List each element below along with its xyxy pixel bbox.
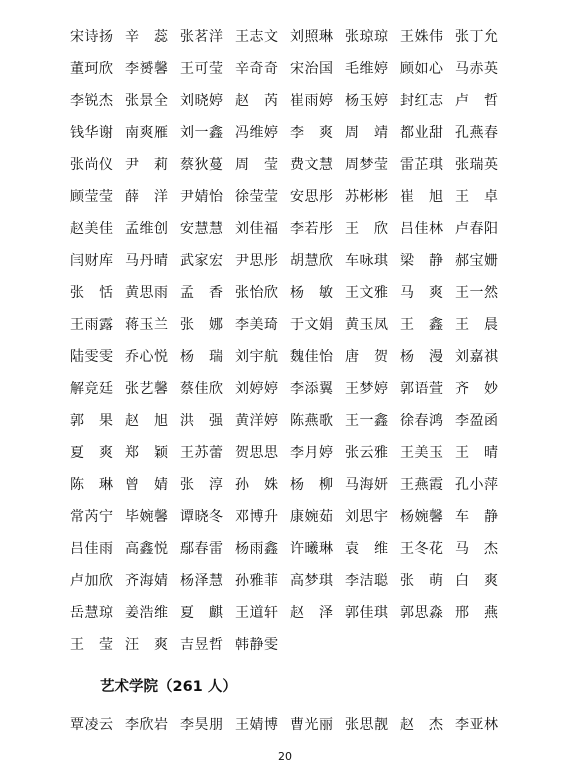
name-cell: 高梦琪	[290, 573, 334, 589]
name-cell: 曾 婧	[125, 477, 169, 493]
name-cell: 齐海婧	[125, 573, 169, 589]
name-row	[70, 116, 510, 148]
name-cell: 邢 燕	[455, 605, 499, 621]
name-cell: 于文娟	[290, 317, 334, 333]
name-cell: 钱华谢	[70, 125, 114, 141]
name-cell: 刘嘉祺	[455, 349, 499, 365]
name-cell: 杨 柳	[290, 477, 334, 493]
name-cell: 孔燕春	[455, 125, 499, 141]
name-list	[70, 20, 510, 660]
name-cell: 张 恬	[70, 285, 114, 301]
name-cell: 王梦婷	[345, 381, 389, 397]
name-cell: 卢加欣	[70, 573, 114, 589]
name-cell: 解竞廷	[70, 381, 114, 397]
name-cell: 郭思淼	[400, 605, 444, 621]
name-cell: 辛奇奇	[235, 61, 279, 77]
name-cell: 曹光丽	[290, 717, 334, 733]
name-cell: 黄洋婷	[235, 413, 279, 429]
name-cell: 宋治国	[290, 61, 334, 77]
name-cell: 胡慧欣	[290, 253, 334, 269]
name-cell: 顾莹莹	[70, 189, 114, 205]
name-cell: 李洁聪	[345, 573, 389, 589]
name-cell: 宋诗扬	[70, 29, 114, 45]
name-cell: 顾如心	[400, 61, 444, 77]
name-cell: 张 淳	[180, 477, 224, 493]
name-cell: 张茗洋	[180, 29, 224, 45]
name-cell: 赵美佳	[70, 221, 114, 237]
name-row	[70, 52, 510, 84]
name-cell: 张尚仪	[70, 157, 114, 173]
name-cell: 赵 旭	[125, 413, 169, 429]
name-row	[70, 708, 510, 740]
name-cell: 都业甜	[400, 125, 444, 141]
name-cell: 黄玉凤	[345, 317, 389, 333]
name-cell: 刘晓婷	[180, 93, 224, 109]
name-cell: 王美玉	[400, 445, 444, 461]
name-cell: 高鑫悦	[125, 541, 169, 557]
name-cell: 邓博升	[235, 509, 279, 525]
name-cell: 齐 妙	[455, 381, 499, 397]
name-cell: 马海妍	[345, 477, 389, 493]
name-cell: 冯维婷	[235, 125, 279, 141]
name-cell: 封红志	[400, 93, 444, 109]
name-cell: 鄢春雷	[180, 541, 224, 557]
name-row	[70, 308, 510, 340]
name-cell: 董珂欣	[70, 61, 114, 77]
name-cell: 常芮宁	[70, 509, 114, 525]
name-row	[70, 628, 510, 660]
name-cell: 刘一鑫	[180, 125, 224, 141]
name-cell: 岳慧琼	[70, 605, 114, 621]
name-cell: 王一然	[455, 285, 499, 301]
name-cell: 周梦莹	[345, 157, 389, 173]
name-cell: 杨泽慧	[180, 573, 224, 589]
name-cell: 王 鑫	[400, 317, 444, 333]
name-cell: 李昊朋	[180, 717, 224, 733]
name-cell: 覃凌云	[70, 717, 114, 733]
name-cell: 夏 麒	[180, 605, 224, 621]
name-cell: 马丹晴	[125, 253, 169, 269]
name-cell: 吕佳林	[400, 221, 444, 237]
name-cell: 杨 敏	[290, 285, 334, 301]
name-cell: 陈燕歌	[290, 413, 334, 429]
name-cell: 王 晴	[455, 445, 499, 461]
name-cell: 王志文	[235, 29, 279, 45]
name-cell: 李锐杰	[70, 93, 114, 109]
name-row	[70, 596, 510, 628]
name-cell: 车 静	[455, 509, 499, 525]
name-cell: 韩静雯	[235, 637, 279, 653]
name-cell: 乔心悦	[125, 349, 169, 365]
name-cell: 姜浩维	[125, 605, 169, 621]
name-cell: 谭晓冬	[180, 509, 224, 525]
name-row	[70, 340, 510, 372]
name-row	[70, 148, 510, 180]
name-cell: 黄思雨	[125, 285, 169, 301]
name-cell: 毛维婷	[345, 61, 389, 77]
name-cell: 贺思思	[235, 445, 279, 461]
name-cell: 徐莹莹	[235, 189, 279, 205]
name-row	[70, 564, 510, 596]
page-number: 20	[278, 750, 292, 763]
name-cell: 孙雅菲	[235, 573, 279, 589]
name-cell: 郝宝姗	[455, 253, 499, 269]
name-row	[70, 84, 510, 116]
name-cell: 赵 泽	[290, 605, 334, 621]
name-cell: 杨玉婷	[345, 93, 389, 109]
name-cell: 魏佳怡	[290, 349, 334, 365]
name-cell: 郭语萱	[400, 381, 444, 397]
name-cell: 王一鑫	[345, 413, 389, 429]
name-cell: 许曦琳	[290, 541, 334, 557]
name-cell: 杨雨鑫	[235, 541, 279, 557]
name-cell: 安思彤	[290, 189, 334, 205]
name-row	[70, 404, 510, 436]
name-cell: 尹思彤	[235, 253, 279, 269]
name-cell: 周 莹	[235, 157, 279, 173]
name-row	[70, 500, 510, 532]
section-title: 艺术学院（261 人）	[100, 679, 237, 695]
name-cell: 杨 漫	[400, 349, 444, 365]
name-cell: 孟 香	[180, 285, 224, 301]
name-cell: 孟维创	[125, 221, 169, 237]
name-cell: 李赟馨	[125, 61, 169, 77]
name-cell: 张怡欣	[235, 285, 279, 301]
name-cell: 周 靖	[345, 125, 389, 141]
name-cell: 赵 杰	[400, 717, 444, 733]
name-cell: 张思靓	[345, 717, 389, 733]
name-cell: 张云雅	[345, 445, 389, 461]
name-cell: 刘宇航	[235, 349, 279, 365]
name-cell: 徐春鸿	[400, 413, 444, 429]
name-cell: 苏彬彬	[345, 189, 389, 205]
name-cell: 王苏蕾	[180, 445, 224, 461]
name-cell: 蒋玉兰	[125, 317, 169, 333]
name-cell: 王道轩	[235, 605, 279, 621]
name-cell: 费文慧	[290, 157, 334, 173]
name-cell: 陈 琳	[70, 477, 114, 493]
name-cell: 康婉茹	[290, 509, 334, 525]
name-cell: 尹婧怡	[180, 189, 224, 205]
name-cell: 李美琦	[235, 317, 279, 333]
name-cell: 蔡佳欣	[180, 381, 224, 397]
name-cell: 刘照琳	[290, 29, 334, 45]
name-cell: 马 爽	[400, 285, 444, 301]
name-row	[70, 372, 510, 404]
name-cell: 王 莹	[70, 637, 114, 653]
name-row	[70, 212, 510, 244]
name-cell: 李亚林	[455, 717, 499, 733]
name-cell: 王燕霞	[400, 477, 444, 493]
name-row	[70, 436, 510, 468]
name-cell: 辛 蕊	[125, 29, 169, 45]
name-cell: 安慧慧	[180, 221, 224, 237]
name-cell: 王可莹	[180, 61, 224, 77]
name-cell: 李欣岩	[125, 717, 169, 733]
name-row	[70, 244, 510, 276]
name-cell: 郭佳琪	[345, 605, 389, 621]
name-cell: 李添翼	[290, 381, 334, 397]
name-cell: 尹 莉	[125, 157, 169, 173]
name-cell: 李月婷	[290, 445, 334, 461]
name-cell: 袁 维	[345, 541, 389, 557]
name-cell: 崔雨婷	[290, 93, 334, 109]
name-cell: 马 杰	[455, 541, 499, 557]
name-cell: 刘婷婷	[235, 381, 279, 397]
name-cell: 武家宏	[180, 253, 224, 269]
name-cell: 李 爽	[290, 125, 334, 141]
name-row	[70, 20, 510, 52]
name-cell: 王 卓	[455, 189, 499, 205]
name-cell: 张艺馨	[125, 381, 169, 397]
section-name-list	[70, 708, 510, 740]
name-cell: 郑 颖	[125, 445, 169, 461]
name-cell: 王 欣	[345, 221, 389, 237]
name-cell: 吉昱哲	[180, 637, 224, 653]
name-cell: 毕婉馨	[125, 509, 169, 525]
name-cell: 张景全	[125, 93, 169, 109]
name-cell: 梁 静	[400, 253, 444, 269]
name-cell: 雷芷琪	[400, 157, 444, 173]
name-cell: 卢春阳	[455, 221, 499, 237]
name-cell: 张丁允	[455, 29, 499, 45]
name-cell: 杨婉馨	[400, 509, 444, 525]
name-cell: 南爽雁	[125, 125, 169, 141]
name-cell: 汪 爽	[125, 637, 169, 653]
name-row	[70, 532, 510, 564]
name-cell: 蔡狄蔓	[180, 157, 224, 173]
name-cell: 白 爽	[455, 573, 499, 589]
name-cell: 李若彤	[290, 221, 334, 237]
name-row	[70, 276, 510, 308]
name-cell: 夏 爽	[70, 445, 114, 461]
name-cell: 马赤英	[455, 61, 499, 77]
name-cell: 刘思宇	[345, 509, 389, 525]
name-cell: 孔小萍	[455, 477, 499, 493]
name-cell: 陆雯雯	[70, 349, 114, 365]
name-cell: 薛 洋	[125, 189, 169, 205]
name-cell: 杨 瑞	[180, 349, 224, 365]
name-cell: 张琼琼	[345, 29, 389, 45]
name-cell: 王冬花	[400, 541, 444, 557]
name-cell: 王 晨	[455, 317, 499, 333]
name-cell: 洪 强	[180, 413, 224, 429]
name-cell: 孙 姝	[235, 477, 279, 493]
name-cell: 王姝伟	[400, 29, 444, 45]
name-cell: 吕佳雨	[70, 541, 114, 557]
name-row	[70, 180, 510, 212]
name-cell: 崔 旭	[400, 189, 444, 205]
name-cell: 闫财库	[70, 253, 114, 269]
name-cell: 唐 贺	[345, 349, 389, 365]
name-cell: 李盈函	[455, 413, 499, 429]
name-cell: 卢 哲	[455, 93, 499, 109]
name-cell: 张瑞英	[455, 157, 499, 173]
name-cell: 王雨露	[70, 317, 114, 333]
name-cell: 张 娜	[180, 317, 224, 333]
name-row	[70, 468, 510, 500]
name-cell: 郭 果	[70, 413, 114, 429]
name-cell: 刘佳福	[235, 221, 279, 237]
name-cell: 张 萌	[400, 573, 444, 589]
name-cell: 车咏琪	[345, 253, 389, 269]
name-cell: 王文雅	[345, 285, 389, 301]
name-cell: 王婧博	[235, 717, 279, 733]
name-cell: 赵 芮	[235, 93, 279, 109]
